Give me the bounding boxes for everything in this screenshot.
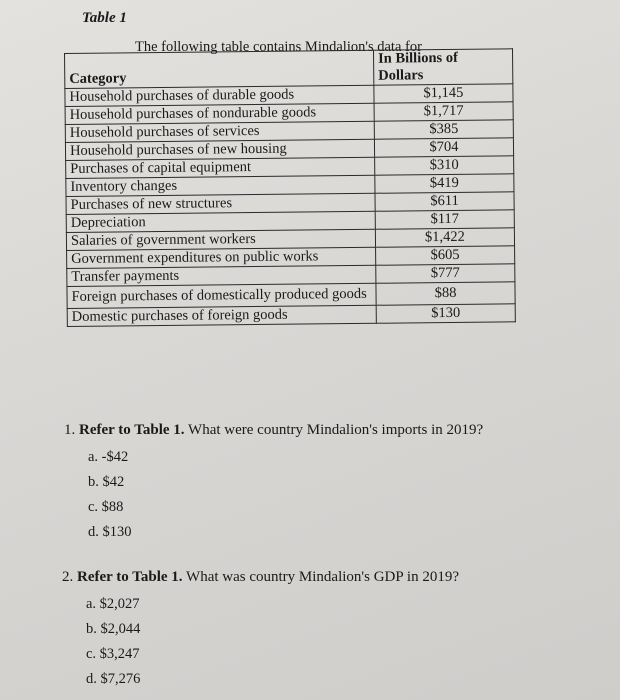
table-title: Table 1 [82,10,127,26]
question-body: What was country Mindalion's GDP in 2019? [186,569,459,585]
table-header-row [65,49,513,89]
row-category: Government expenditures on public works [67,247,376,268]
question-text [62,569,459,586]
row-value: $310 [375,156,514,175]
row-value: $419 [375,174,514,193]
row-category: Purchases of capital equipment [66,157,375,178]
table-row [67,304,515,327]
data-table [64,48,516,327]
answer-option: d. $7,276 [86,671,141,687]
row-value: $611 [375,192,514,211]
row-category: Foreign purchases of domestically produced goods [67,283,376,308]
header-category: Category [65,50,374,88]
question-2 [62,569,459,692]
row-category: Household purchases of new housing [65,139,374,160]
question-1 [64,422,483,545]
answer-option: a. -$42 [88,449,129,465]
answer-option: a. $2,027 [86,596,140,612]
row-category: Household purchases of services [65,121,374,142]
row-value: $704 [374,138,513,157]
row-category: Depreciation [66,211,375,232]
row-value: $1,145 [374,84,513,103]
question-body: What were country Mindalion's imports in 2019? [188,422,484,438]
header-value [373,49,512,85]
answer-option: b. $42 [88,474,125,490]
row-category: Inventory changes [66,175,375,196]
row-category: Purchases of new structures [66,193,375,214]
row-value: $1,717 [374,102,513,121]
header-value-line2: Dollars [378,67,424,84]
header-value-line1: In Billions of [377,49,458,67]
answer-options [88,445,483,545]
question-ref: Refer to Table 1. [79,422,185,438]
answer-option: c. $3,247 [86,646,140,662]
row-value: $1,422 [375,228,514,247]
row-category: Household purchases of durable goods [65,85,374,106]
row-value: $130 [376,304,515,323]
question-text [64,422,483,439]
table-caption: The following table contains Mindalion's data for [135,39,422,55]
row-category: Salaries of government workers [66,229,375,250]
answer-option: b. $2,044 [86,621,141,637]
question-number: 1. [64,422,76,438]
answer-option: c. $88 [88,499,124,515]
question-ref: Refer to Table 1. [77,569,183,585]
row-category: Household purchases of nondurable goods [65,103,374,124]
answer-options [86,592,459,692]
row-value: $777 [376,264,515,283]
question-number: 2. [62,569,74,585]
row-value: $605 [376,246,515,265]
row-value: $385 [374,120,513,139]
row-value: $88 [376,282,515,305]
row-category: Transfer payments [67,265,376,286]
row-category: Domestic purchases of foreign goods [67,305,376,326]
row-value: $117 [375,210,514,229]
answer-option: d. $130 [88,524,132,540]
